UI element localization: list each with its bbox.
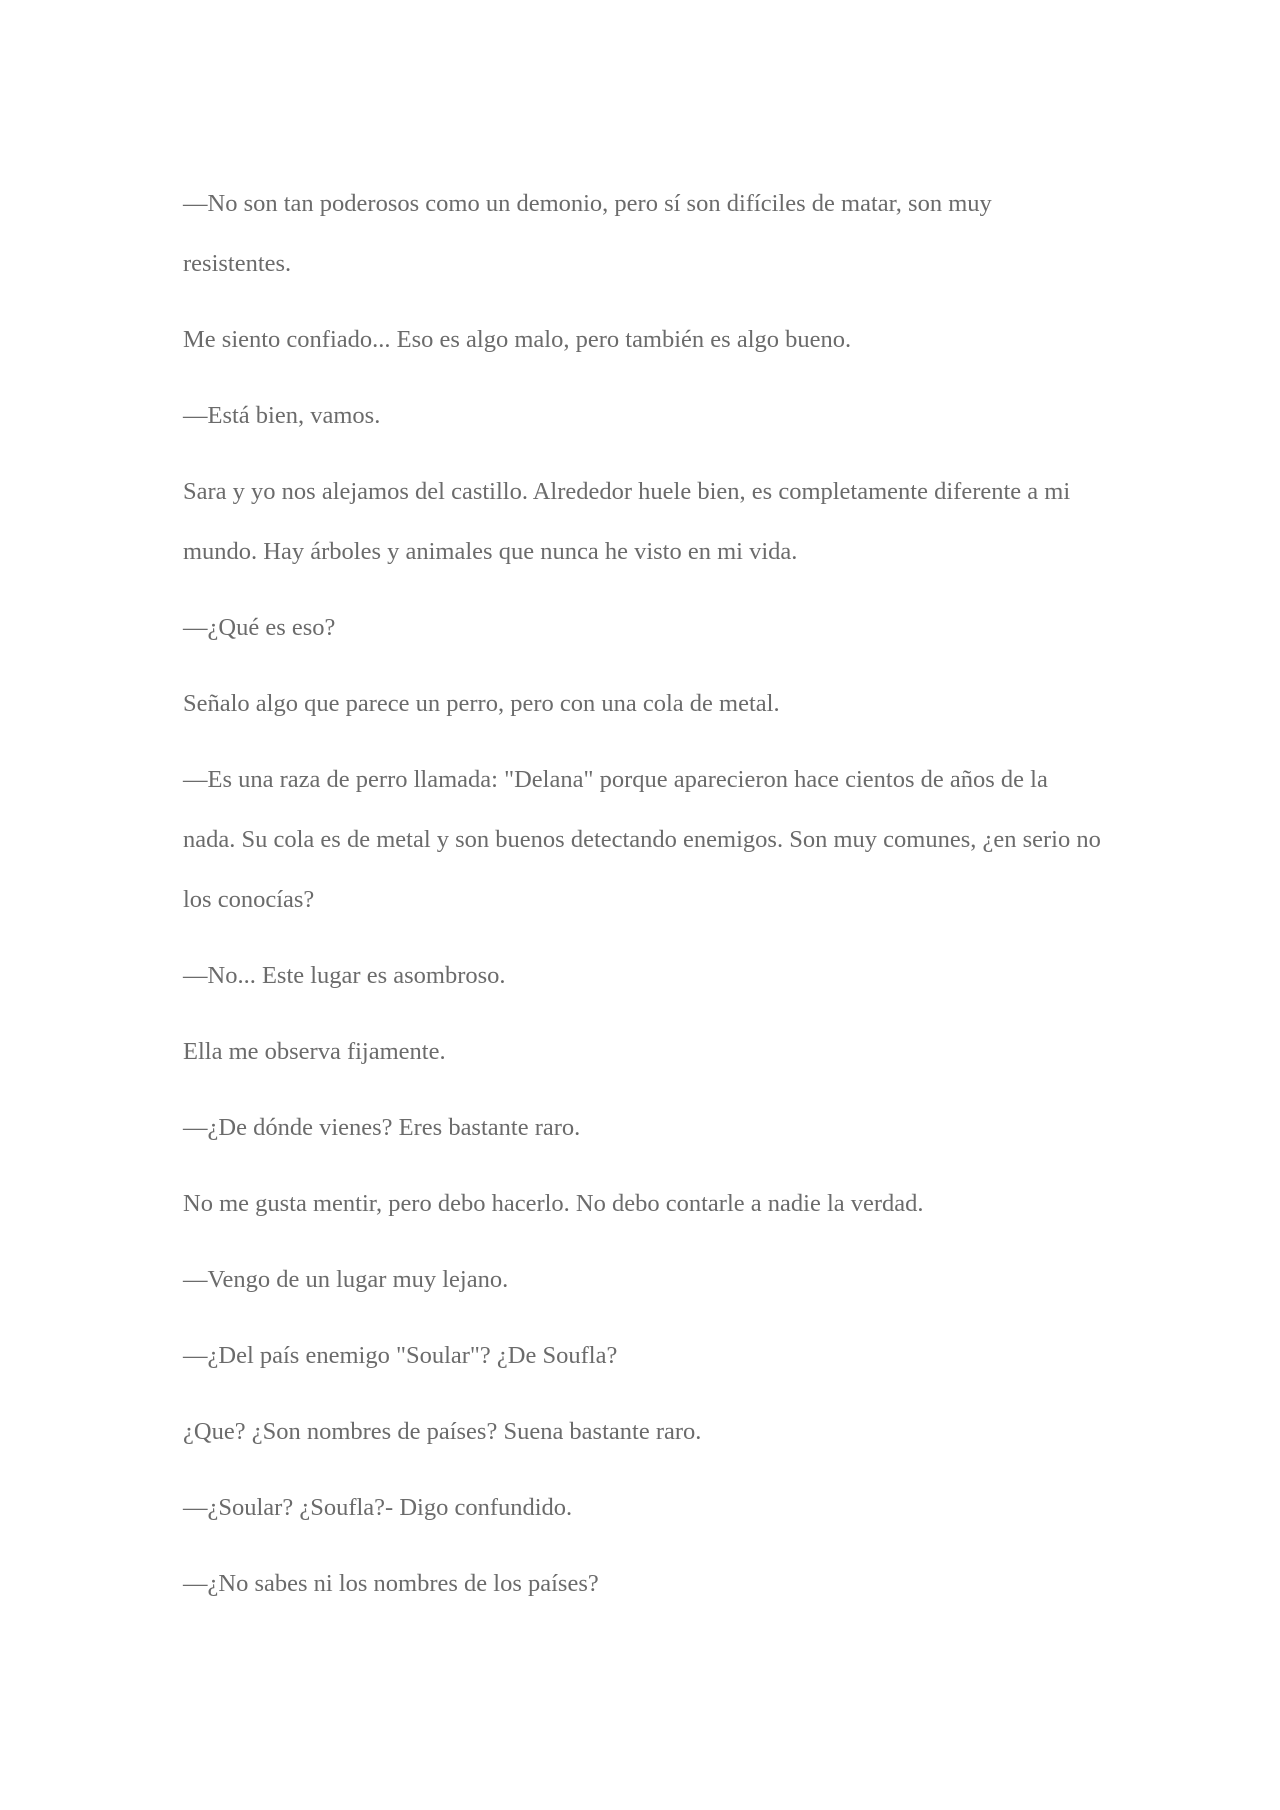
paragraph: —No son tan poderosos como un demonio, pero sí son difíciles de matar, son muy resistentes.: [183, 190, 992, 277]
paragraph: —¿No sabes ni los nombres de los países?: [183, 1570, 599, 1597]
paragraph: Sara y yo nos alejamos del castillo. Alrededor huele bien, es completamente diferente a mi mundo. Hay árboles y animales que nunca he visto en mi vida.: [183, 478, 1071, 565]
paragraph: Ella me observa fijamente.: [183, 1038, 446, 1065]
paragraph: ¿Que? ¿Son nombres de países? Suena bastante raro.: [183, 1418, 702, 1445]
paragraph: —¿Del país enemigo "Soular"? ¿De Soufla?: [183, 1342, 618, 1369]
paragraph: —No... Este lugar es asombroso.: [183, 962, 506, 989]
paragraph: Me siento confiado... Eso es algo malo, pero también es algo bueno.: [183, 326, 852, 353]
paragraph: —Está bien, vamos.: [183, 402, 381, 429]
paragraph: —Es una raza de perro llamada: "Delana" porque aparecieron hace cientos de años de la nada. Su cola es de metal y son buenos detectando enemigos. Son muy comunes, ¿en serio no los conocías?: [183, 766, 1101, 913]
paragraph: —¿Qué es eso?: [183, 614, 336, 641]
paragraph: —Vengo de un lugar muy lejano.: [183, 1266, 509, 1293]
paragraph: Señalo algo que parece un perro, pero con una cola de metal.: [183, 690, 780, 717]
paragraph: —¿De dónde vienes? Eres bastante raro.: [183, 1114, 581, 1141]
paragraph: —¿Soular? ¿Soufla?- Digo confundido.: [183, 1494, 573, 1521]
paragraph: No me gusta mentir, pero debo hacerlo. No debo contarle a nadie la verdad.: [183, 1190, 924, 1217]
document-body: [183, 174, 1103, 1630]
